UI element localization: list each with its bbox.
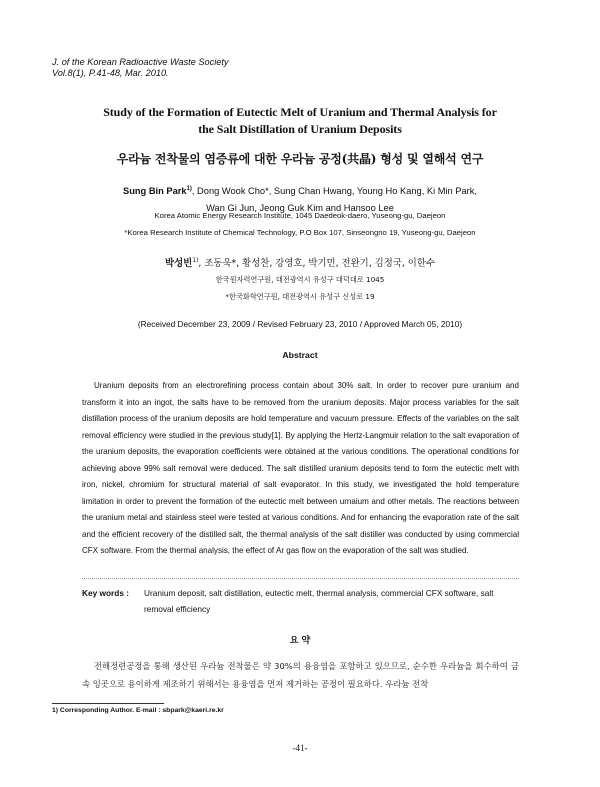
korean-co-authors: , 조동욱*, 황성찬, 강영호, 박기민, 전완기, 김정국, 이한수 — [198, 258, 435, 269]
journal-citation — [52, 57, 229, 79]
paper-title-line-2: the Salt Distillation of Uranium Deposits — [198, 122, 402, 136]
korean-abstract-heading: 요 약 — [289, 636, 311, 646]
page-number: -41- — [292, 743, 308, 753]
korean-lead-author: 박성빈 — [165, 258, 193, 269]
affiliation-kaeri: Korea Atomic Energy Research Institute, 1045 Daedeok-daero, Yuseong-gu, Daejeon — [154, 211, 446, 220]
keywords-label: Key words : — [82, 588, 130, 598]
korean-affiliation-kaeri: 한국원자력연구원, 대전광역시 유성구 대덕대로 1045 — [215, 275, 385, 284]
korean-lead-author-footnote-mark: 1) — [192, 256, 199, 264]
paper-title — [60, 104, 540, 138]
received-dates: (Received December 23, 2009 / Revised February 23, 2010 / Approved March 05, 2010) — [137, 319, 463, 329]
korean-author-list — [60, 255, 540, 269]
keywords-section — [82, 578, 519, 617]
corresponding-author-footnote: 1) Corresponding Author. E-mail : sbpark@kaeri.re.kr — [52, 707, 224, 714]
journal-volume: Vol.8(1), P.41-48, Mar. 2010. — [52, 68, 169, 78]
korean-affiliation-krict: *한국화학연구원, 대전광역시 유성구 신성로 19 — [225, 292, 375, 301]
abstract-heading: Abstract — [282, 350, 318, 360]
abstract-text: Uranium deposits from an electrorefining process contain about 30% salt. In order to recover pure uranium and transform it into an ingot, the salts have to be removed from the uranium deposits. Major process variables for the salt distillation process of the uranium deposits are hold temperature and vacuum pressure. Effects of the variables on the salt removal efficiency were studied in the previous study[1]. By applying the Hertz-Langmuir relation to the salt evaporation of the uranium deposits, the evaporation coefficients were obtained at the various conditions. The operational conditions for achieving above 99% salt removal were deduced. The salt distilled uranium deposits tend to form the eutectic melt with iron, nickel, chromium for structural material of salt evaporator. In this study, we investigated the hold temperature limitation in order to prevent the formation of the eutectic melt between urnaium and other metals. The reactions between the uranium metal and stainless steel were tested at various conditions. And for enhancing the evaporation rate of the salt and the efficient recovery of the distilled salt, the thermal analysis of the salt distiller was conducted by using commercial CFX software. From the thermal analysis, the effect of Ar gas flow on the evaporation of the salt was studied. — [82, 381, 519, 555]
paper-title-line-1: Study of the Formation of Eutectic Melt of Uranium and Thermal Analysis for — [103, 105, 497, 119]
lead-author-footnote-mark: 1) — [186, 186, 192, 192]
korean-title: 우라늄 전착물의 염증류에 대한 우라늄 공정(共晶) 형성 및 열해석 연구 — [116, 152, 484, 166]
author-line-2: Wan Gi Jun, Jeong Guk Kim and Hansoo Lee — [206, 203, 394, 214]
keywords-text: Uranium deposit, salt distillation, eutectic melt, thermal analysis, commercial CFX software, salt removal efficiency — [144, 588, 494, 614]
affiliation-krict: *Korea Research Institute of Chemical Technology, P.O Box 107, Sinseongno 19, Yuseong-gu, Daejeon — [124, 228, 476, 237]
lead-author: Sung Bin Park — [123, 186, 187, 197]
co-authors: , Dong Wook Cho*, Sung Chan Hwang, Young Ho Kang, Ki Min Park, — [191, 186, 477, 197]
journal-name: J. of the Korean Radioactive Waste Society — [52, 57, 229, 67]
korean-abstract-text: 전해정련공정을 통해 생산된 우라늄 전착물은 약 30%의 용융염을 포함하고 있으므로, 순수한 우라늄을 회수하여 금속 잉곳으로 용이하게 제조하기 위해서는 용융염을 먼저 제거하는 공정이 필요하다. 우라늄 전착 — [82, 661, 519, 689]
footnote-divider — [52, 703, 164, 704]
author-line-1 — [60, 181, 540, 200]
